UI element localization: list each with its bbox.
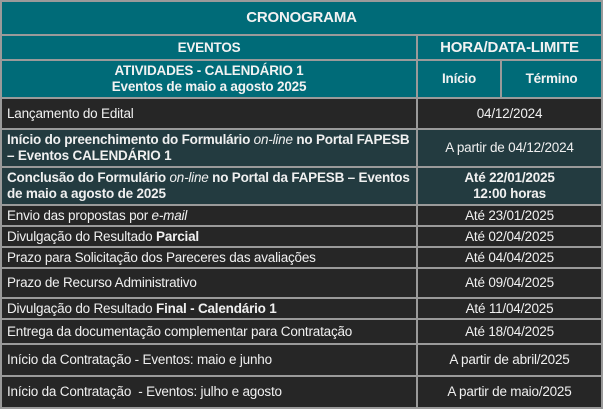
date-cell: Até 09/04/2025 — [418, 269, 601, 297]
header-eventos: EVENTOS — [2, 36, 416, 59]
table-title: CRONOGRAMA — [2, 2, 601, 34]
event-cell: Envio das propostas por e-mail — [2, 206, 416, 225]
event-cell: Início do preenchimento do Formulário on-line no Portal FAPESB – Eventos CALENDÁRIO 1 — [2, 130, 416, 166]
event-cell: Divulgação do Resultado Final - Calendário 1 — [2, 299, 416, 318]
date-cell: A partir de maio/2025 — [418, 377, 601, 407]
date-cell: Até 23/01/2025 — [418, 206, 601, 225]
event-cell: Início da Contratação - Eventos: julho e agosto — [2, 377, 416, 407]
date-cell: Até 18/04/2025 — [418, 320, 601, 343]
event-cell: Prazo de Recurso Administrativo — [2, 269, 416, 297]
date-cell: Até 11/04/2025 — [418, 299, 601, 318]
header-inicio: Início — [418, 61, 500, 97]
header-hora-data-limite: HORA/DATA-LIMITE — [418, 36, 601, 59]
date-cell: Até 02/04/2025 — [418, 227, 601, 246]
event-cell: Conclusão do Formulário on-line no Portal da FAPESB – Eventos de maio a agosto de 2025 — [2, 168, 416, 204]
event-cell: Divulgação do Resultado Parcial — [2, 227, 416, 246]
event-cell: Início da Contratação - Eventos: maio e junho — [2, 345, 416, 375]
date-cell: 04/12/2024 — [418, 99, 601, 128]
date-cell: A partir de abril/2025 — [418, 345, 601, 375]
date-cell: Até 22/01/2025 12:00 horas — [418, 168, 601, 204]
date-cell: A partir de 04/12/2024 — [418, 130, 601, 166]
event-cell: Prazo para Solicitação dos Pareceres das avaliações — [2, 248, 416, 267]
header-atividades: ATIVIDADES - CALENDÁRIO 1 Eventos de maio a agosto 2025 — [2, 61, 416, 97]
header-termino: Término — [502, 61, 601, 97]
event-cell: Entrega da documentação complementar para Contratação — [2, 320, 416, 343]
event-cell: Lançamento do Edital — [2, 99, 416, 128]
date-cell: Até 04/04/2025 — [418, 248, 601, 267]
